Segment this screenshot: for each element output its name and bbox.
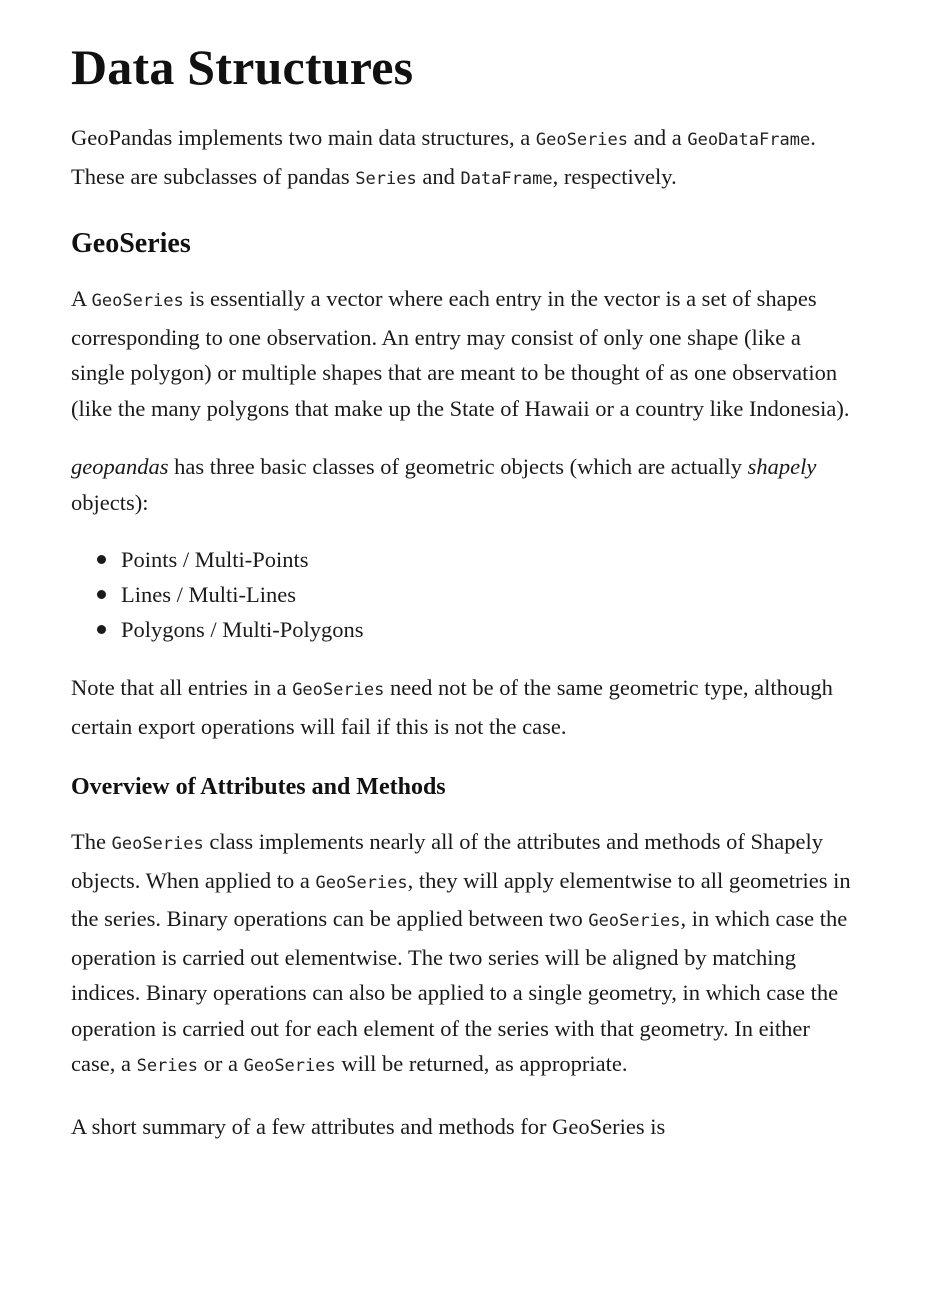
geometry-classes-list (71, 542, 853, 647)
list-item (121, 612, 853, 647)
geometry-classes-intro (71, 449, 853, 520)
overview-paragraph (71, 824, 853, 1085)
classes-text-2: objects): (71, 489, 149, 515)
list-item (121, 577, 853, 612)
geoseries-description (71, 281, 853, 426)
page-title: Data Structures (71, 39, 414, 95)
code-geoseries: GeoSeries (588, 911, 681, 931)
intro-paragraph (71, 120, 853, 197)
code-geoseries: GeoSeries (315, 872, 408, 893)
bullet-icon (97, 555, 106, 564)
intro-text-1: GeoPandas implements two main data structures, a (71, 125, 536, 150)
code-dataframe: DataFrame (460, 168, 553, 189)
geoseries-text-1: A (71, 286, 92, 311)
list-item-label: Lines / Multi-Lines (121, 582, 296, 607)
overview-text-5: or a (198, 1051, 244, 1076)
code-geodataframe: GeoDataFrame (687, 130, 811, 150)
intro-text-3: . These are subclasses of pandas (71, 125, 816, 189)
code-geoseries: GeoSeries (111, 834, 204, 854)
note-paragraph (71, 670, 853, 744)
list-item (121, 542, 853, 577)
code-series: Series (355, 168, 417, 189)
section-heading-overview: Overview of Attributes and Methods (71, 774, 446, 800)
classes-text-1: has three basic classes of geometric objects (which are actually (168, 454, 748, 479)
note-text-1: Note that all entries in a (71, 675, 293, 700)
note-text-2: need not be of the same geometric type, although certain export operations will fail if this is not the case. (71, 675, 833, 739)
bullet-icon (97, 590, 106, 599)
intro-text-2: and a (628, 125, 688, 150)
summary-intro-paragraph: A short summary of a few attributes and methods for GeoSeries is (71, 1113, 666, 1139)
code-geoseries: GeoSeries (243, 1056, 336, 1076)
overview-text-3: , they will apply elementwise to all geometries in the series. Binary operations can be applied between two (71, 867, 851, 931)
intro-text-4: and (416, 163, 461, 189)
intro-text-5: , respectively. (552, 163, 677, 189)
code-geoseries: GeoSeries (91, 291, 184, 311)
overview-text-1: The (71, 829, 112, 854)
list-item-label: Points / Multi-Points (121, 547, 309, 572)
emphasis-geopandas: geopandas (71, 454, 169, 479)
code-geoseries: GeoSeries (535, 130, 629, 150)
geoseries-text-2: is essentially a vector where each entry in the vector is a set of shapes corresponding to one observation. An entry may consist of only one shape (like a single polygon) or multiple shapes that are meant to be thought of as one observation (like the many polygons that make up the State of Hawaii or a country like Indonesia). (71, 286, 850, 421)
overview-text-2: class implements nearly all of the attributes and methods of Shapely objects. When applied to a (71, 829, 823, 893)
bullet-icon (97, 625, 106, 634)
overview-text-4: , in which case the operation is carried out elementwise. The two series will be aligned by matching indices. Binary operations can also be applied to a single geometry, in which case the operation is carried out for each element of the series with that geometry. In either case, a (71, 906, 848, 1076)
section-heading-geoseries: GeoSeries (71, 228, 191, 259)
emphasis-shapely: shapely (747, 454, 817, 479)
list-item-label: Polygons / Multi-Polygons (121, 617, 364, 642)
code-series: Series (136, 1056, 198, 1076)
overview-text-6: will be returned, as appropriate. (335, 1051, 628, 1076)
code-geoseries: GeoSeries (292, 680, 385, 700)
